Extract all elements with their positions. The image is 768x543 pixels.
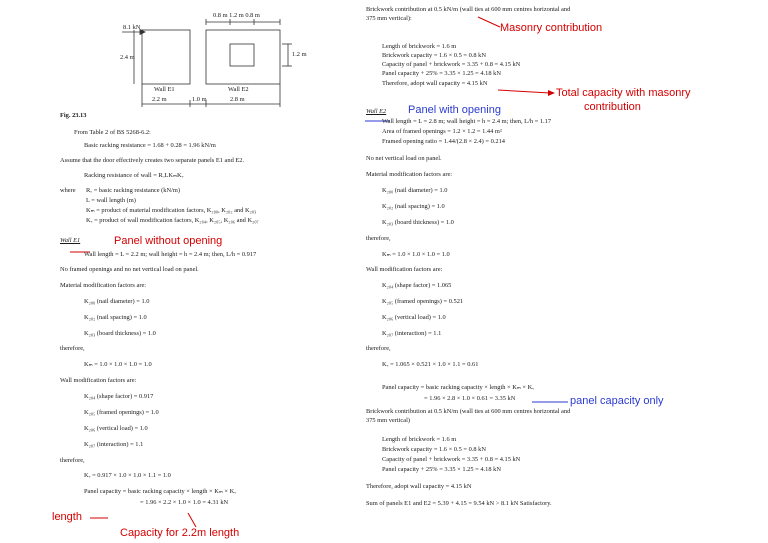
annotation-masonry: Masonry contribution bbox=[500, 22, 603, 34]
text-line: No framed openings and no net vertical load on panel. bbox=[60, 266, 199, 273]
text-line: Wall modification factors are: bbox=[60, 377, 137, 384]
text-line: Panel capacity = basic racking capacity × length × Kₘ × Kᵥ bbox=[84, 488, 237, 495]
text-line: Racking resistance of wall = RₒLKₘKᵥ bbox=[84, 172, 184, 179]
door-length: 1.0 m bbox=[192, 96, 207, 103]
text-line: therefore, bbox=[60, 457, 85, 464]
text-line: therefore, bbox=[366, 345, 391, 352]
dim-top: 0.8 m 1.2 m 0.8 m bbox=[213, 12, 260, 19]
annotation-capacity-2-2m: Capacity for 2.2m length bbox=[120, 527, 240, 539]
text-line: Basic racking resistance = 1.68 + 0.28 = 1.96 kN/m bbox=[84, 142, 216, 149]
text-line: K₂₀₄ (shape factor) = 0.917 bbox=[84, 393, 154, 400]
text-line: Brickwork contribution at 0.5 kN/m (wall ties at 600 mm centres horizontal and bbox=[366, 408, 571, 415]
text-line: No net vertical load on panel. bbox=[366, 155, 442, 162]
text-line: K₂₀₃ (board thickness) = 1.0 bbox=[84, 330, 156, 337]
text-line: 375 mm vertical): bbox=[366, 15, 412, 22]
text-line: therefore, bbox=[60, 345, 85, 352]
text-line: Wall length = L = 2.2 m; wall height = h = 2.4 m; then, L/h = 0.917 bbox=[84, 251, 257, 258]
text-line: Capacity of panel + brickwork = 3.35 + 0.8 = 4.15 kN bbox=[382, 61, 521, 68]
load-label: 8.1 kN bbox=[123, 24, 141, 31]
text-line: Framed opening ratio = 1.44/(2.8 × 2.4) = 0.214 bbox=[382, 138, 505, 145]
text-line: Kₘ = 1.0 × 1.0 × 1.0 = 1.0 bbox=[382, 251, 450, 258]
text-line: Length of brickwork = 1.6 m bbox=[382, 43, 457, 50]
text-line: Brickwork capacity = 1.6 × 0.5 = 0.8 kN bbox=[382, 52, 486, 59]
text-line: K₂₀₆ (vertical load) = 1.0 bbox=[84, 425, 148, 432]
text-line: Panel capacity + 25% = 3.35 × 1.25 = 4.18 kN bbox=[382, 466, 501, 473]
annotation-panel-with-opening: Panel with opening bbox=[408, 104, 501, 116]
text-line: K₂₀₅ (framed openings) = 0.521 bbox=[382, 298, 464, 305]
wall-e2-heading: Wall E2 bbox=[366, 108, 387, 115]
window-opening bbox=[230, 44, 254, 66]
text-line: K₂₀₅ (framed openings) = 1.0 bbox=[84, 409, 159, 416]
text-line: Sum of panels E1 and E2 = 5.39 + 4.15 = 9.54 kN > 8.1 kN Satisfactory. bbox=[366, 500, 552, 507]
text-line: Area of framed openings = 1.2 × 1.2 = 1.44 m² bbox=[382, 128, 502, 135]
wall-e2-shape bbox=[206, 30, 280, 84]
text-line: Panel capacity = basic racking capacity × length × Kₘ × Kᵥ bbox=[382, 384, 535, 391]
text-line: K₂₀₀ (nail diameter) = 1.0 bbox=[84, 298, 150, 305]
annotation-total-capacity-2: contribution bbox=[584, 101, 641, 113]
text-line: Kₘ = 1.0 × 1.0 × 1.0 = 1.0 bbox=[84, 361, 152, 368]
text-line: Brickwork capacity = 1.6 × 0.5 = 0.8 kN bbox=[382, 446, 486, 453]
text-line: 375 mm vertical) bbox=[366, 417, 411, 424]
text-line: Material modification factors are: bbox=[366, 171, 453, 178]
figure-caption: Fig. 23.13 bbox=[60, 112, 87, 119]
text-line: K₂₀₂ (nail spacing) = 1.0 bbox=[382, 203, 445, 210]
wall-e1-heading: Wall E1 bbox=[60, 237, 81, 244]
text-line: = 1.96 × 2.8 × 1.0 × 0.61 = 3.35 kN bbox=[424, 395, 516, 402]
text-line: Therefore, adopt wall capacity = 4.15 kN bbox=[382, 80, 488, 87]
text-line: Wall modification factors are: bbox=[366, 266, 443, 273]
text-line: where bbox=[60, 187, 76, 194]
text-line: Brickwork contribution at 0.5 kN/m (wall ties at 600 mm centres horizontal and bbox=[366, 6, 571, 13]
text-line: K₂₀₇ (interaction) = 1.1 bbox=[382, 330, 442, 337]
text-line: Kₘ = product of material modification factors, K₂₀₀, K₂₀₂ and K₂₀₃ bbox=[86, 207, 257, 214]
height-right-label: 1.2 m bbox=[292, 51, 307, 58]
text-line: K₂₀₄ (shape factor) = 1.065 bbox=[382, 282, 452, 289]
wall-e1-label: Wall E1 bbox=[154, 86, 175, 93]
text-line: Kᵥ = 1.065 × 0.521 × 1.0 × 1.1 = 0.61 bbox=[382, 361, 479, 368]
text-line: K₂₀₆ (vertical load) = 1.0 bbox=[382, 314, 446, 321]
text-line: L = wall length (m) bbox=[86, 197, 136, 204]
text-line: Rₒ = basic racking resistance (kN/m) bbox=[86, 187, 180, 194]
text-line: Kᵥ = 0.917 × 1.0 × 1.0 × 1.1 = 1.0 bbox=[84, 472, 171, 479]
height-left-label: 2.4 m bbox=[120, 54, 135, 61]
text-line: Panel capacity + 25% = 3.35 × 1.25 = 4.18 kN bbox=[382, 70, 501, 77]
text-line: = 1.96 × 2.2 × 1.0 × 1.0 = 4.31 kN bbox=[140, 499, 229, 506]
annotation-panel-capacity-only: panel capacity only bbox=[570, 395, 664, 407]
text-line: Therefore, adopt wall capacity = 4.15 kN bbox=[366, 483, 472, 490]
annotation-length: length bbox=[52, 511, 82, 523]
annotation-panel-without-opening: Panel without opening bbox=[114, 235, 223, 247]
text-line: Kᵥ = product of wall modification factors, K₂₀₄, K₂₀₅, K₂₀₆ and K₂₀₇ bbox=[86, 217, 259, 224]
text-line: Material modification factors are: bbox=[60, 282, 147, 289]
wall-e1-length: 2.2 m bbox=[152, 96, 167, 103]
wall-e2-length: 2.8 m bbox=[230, 96, 245, 103]
text-line: From Table 2 of BS 5268-6.2: bbox=[74, 129, 151, 136]
text-line: K₂₀₂ (nail spacing) = 1.0 bbox=[84, 314, 147, 321]
annotation-total-capacity: Total capacity with masonry bbox=[556, 87, 691, 99]
text-line: K₂₀₃ (board thickness) = 1.0 bbox=[382, 219, 454, 226]
text-line: Assume that the door effectively creates two separate panels E1 and E2. bbox=[60, 157, 245, 164]
wall-e2-label: Wall E2 bbox=[228, 86, 249, 93]
text-line: Wall length = L = 2.8 m; wall height = h = 2.4 m; then, L/h = 1.17 bbox=[382, 118, 552, 125]
text-line: Capacity of panel + brickwork = 3.35 + 0.8 = 4.15 kN bbox=[382, 456, 521, 463]
text-line: therefore, bbox=[366, 235, 391, 242]
text-line: K₂₀₇ (interaction) = 1.1 bbox=[84, 441, 144, 448]
text-line: Length of brickwork = 1.6 m bbox=[382, 436, 457, 443]
text-line: K₂₀₀ (nail diameter) = 1.0 bbox=[382, 187, 448, 194]
wall-e1-shape bbox=[142, 30, 190, 84]
